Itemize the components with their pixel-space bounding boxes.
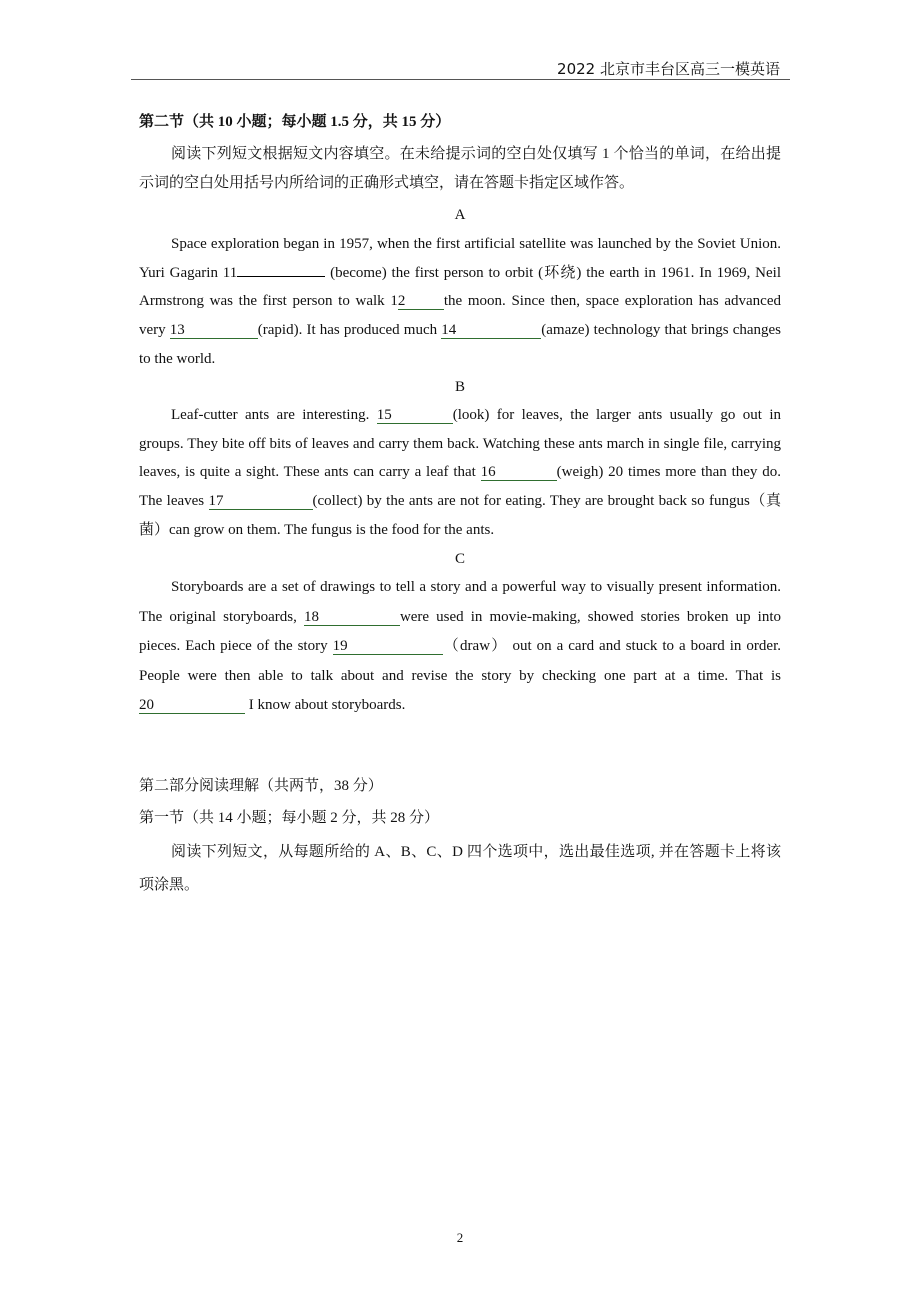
part2-title: 第二部分阅读理解（共两节，38 分）	[139, 778, 383, 794]
header-title: 2022 北京市丰台区高三一模英语	[557, 60, 780, 78]
section-title: 第二节（共 10 小题；每小题 1.5 分，共 15 分）	[139, 114, 451, 130]
passage-a	[139, 230, 781, 374]
text: Storyboards are a set of drawings to tell a story and a powerful way to visually present information. The original storyboards,	[139, 579, 781, 625]
header-rule	[131, 79, 790, 80]
blank-12[interactable]: 2	[398, 294, 444, 310]
blank-15[interactable]: 15	[377, 408, 453, 424]
text: （draw） out on a card and stuck to a board in order. People were then able to talk about and revise the story by checking one part at a time. That is	[139, 638, 781, 684]
blank-19[interactable]: 19	[333, 639, 443, 655]
blank-14[interactable]: 14	[441, 323, 541, 339]
text: (collect) by the ants are not for eating. They are brought back so fungus（真菌）can grow on them. The fungus is the food for the ants.	[139, 493, 781, 538]
text: (weigh) 20 times more than they do. The leaves	[139, 464, 781, 510]
text: (amaze) technology that brings changes to the world.	[139, 322, 782, 367]
blank-20[interactable]: 20	[139, 698, 245, 714]
text: (become) the first person to orbit (环绕) the earth in 1961. In 1969, Neil Armstrong was the first person to walk 1	[139, 264, 781, 310]
blank-17[interactable]: 17	[209, 494, 313, 510]
section-instructions: 阅读下列短文根据短文内容填空。在未给提示词的空白处仅填写 1 个恰当的单词，在给出提示词的空白处用括号内所给词的正确形式填空，请在答题卡指定区域作答。	[139, 146, 781, 191]
text: I know about storyboards.	[245, 697, 406, 713]
passage-b	[139, 401, 781, 545]
text: Space exploration began in 1957, when the first artificial satellite was launched by the Soviet Union. Yuri Gagarin 11	[139, 236, 781, 281]
part2-section1-title: 第一节（共 14 小题；每小题 2 分，共 28 分）	[139, 810, 440, 826]
passage-b-label: B	[454, 379, 465, 395]
passage-c-label: C	[454, 551, 465, 567]
blank-13[interactable]: 13	[170, 323, 258, 339]
blank-11[interactable]	[237, 276, 325, 277]
text: Leaf-cutter ants are interesting.	[171, 407, 377, 423]
page-number: 2	[456, 1230, 464, 1245]
text: the moon. Since then, space exploration has advanced very	[139, 293, 781, 339]
text: were used in movie-making, showed stories broken up into pieces. Each piece of the story	[139, 608, 782, 654]
passage-a-label: A	[454, 207, 466, 223]
text: (rapid). It has produced much	[257, 322, 442, 339]
blank-16[interactable]: 16	[481, 465, 557, 481]
passage-c	[139, 573, 781, 721]
blank-18[interactable]: 18	[304, 610, 400, 626]
text: (look) for leaves, the larger ants usually go out in groups. They bite off bits of leaves and carry them back. Watching these ants march in single file, carrying leaves, is quite a sight. These ants can carry a leaf that	[139, 407, 782, 481]
part2-instructions: 阅读下列短文，从每题所给的 A、B、C、D 四个选项中，选出最佳选项, 并在答题卡上将该项涂黑。	[139, 844, 781, 893]
